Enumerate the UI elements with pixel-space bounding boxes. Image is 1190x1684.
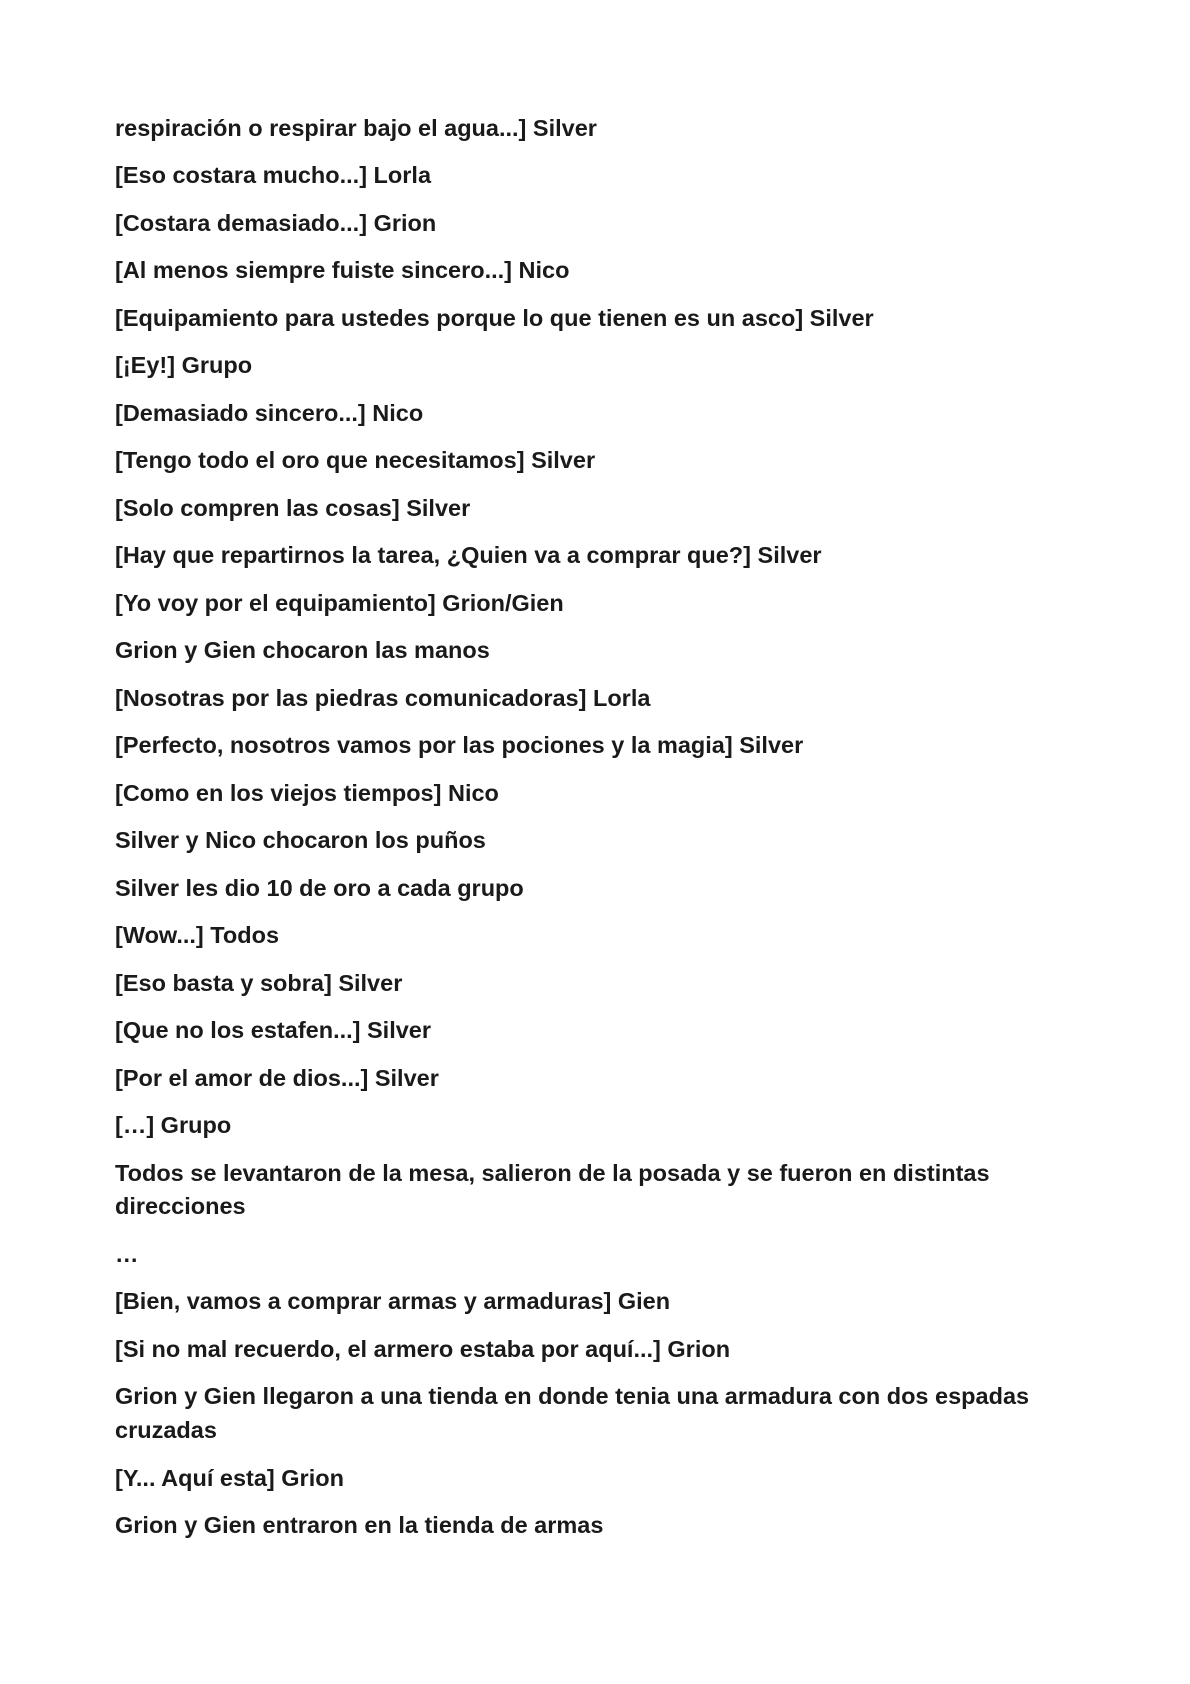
text-line: [Yo voy por el equipamiento] Grion/Gien	[115, 589, 564, 616]
text-line: …	[115, 1240, 139, 1267]
text-line: [Eso basta y sobra] Silver	[115, 969, 403, 996]
text-line: Silver y Nico chocaron los puños	[115, 827, 486, 854]
text-line: Grion y Gien chocaron las manos	[115, 637, 490, 664]
text-line: [Eso costara mucho...] Lorla	[115, 162, 432, 189]
text-line: [¡Ey!] Grupo	[115, 352, 253, 379]
text-line: [Como en los viejos tiempos] Nico	[115, 779, 499, 806]
text-line: Grion y Gien entraron en la tienda de armas	[115, 1512, 604, 1539]
text-line: [Tengo todo el oro que necesitamos] Silver	[115, 447, 596, 474]
text-line: [Y... Aquí esta] Grion	[115, 1464, 344, 1491]
text-line: [Bien, vamos a comprar armas y armaduras] Gien	[115, 1288, 671, 1315]
story-text	[115, 112, 1075, 1557]
text-line: [Perfecto, nosotros vamos por las pociones y la magia] Silver	[115, 732, 804, 759]
text-line: [Solo compren las cosas] Silver	[115, 494, 471, 521]
text-line: Silver les dio 10 de oro a cada grupo	[115, 874, 524, 901]
text-line: [Costara demasiado...] Grion	[115, 209, 437, 236]
text-line: Grion y Gien llegaron a una tienda en donde tenia una armadura con dos espadas cruzadas	[115, 1383, 1030, 1444]
text-line: […] Grupo	[115, 1112, 232, 1139]
text-line: [Si no mal recuerdo, el armero estaba por aquí...] Grion	[115, 1335, 731, 1362]
text-line: Todos se levantaron de la mesa, salieron de la posada y se fueron en distintas direcciones	[115, 1159, 990, 1220]
text-line: [Demasiado sincero...] Nico	[115, 399, 424, 426]
text-line: [Equipamiento para ustedes porque lo que tienen es un asco] Silver	[115, 304, 874, 331]
text-line: respiración o respirar bajo el agua...] Silver	[115, 115, 597, 141]
text-line: [Por el amor de dios...] Silver	[115, 1064, 439, 1091]
text-line: [Hay que repartirnos la tarea, ¿Quien va a comprar que?] Silver	[115, 542, 822, 569]
text-line: [Nosotras por las piedras comunicadoras] Lorla	[115, 684, 651, 711]
text-line: [Wow...] Todos	[115, 922, 280, 949]
text-line: [Que no los estafen...] Silver	[115, 1017, 432, 1044]
text-line: [Al menos siempre fuiste sincero...] Nico	[115, 257, 570, 284]
